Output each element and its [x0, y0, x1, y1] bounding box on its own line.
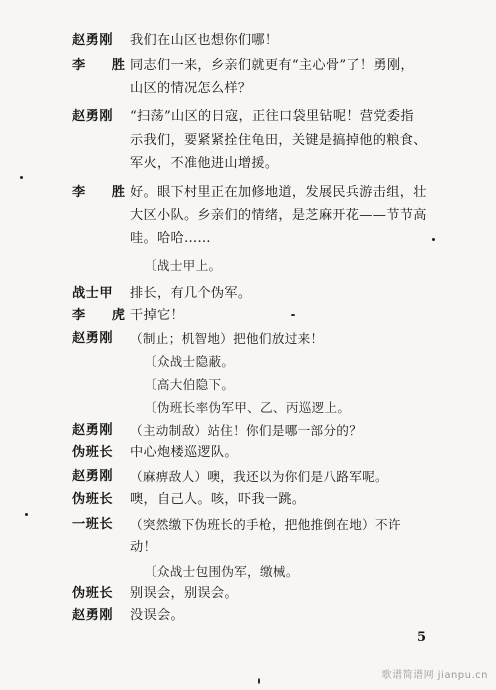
script-line: [72, 182, 472, 204]
speaker-label: 伪班长: [72, 586, 114, 601]
dialogue-text: 大区小队。乡亲们的情绪，是芝麻开花——节节高: [130, 208, 427, 223]
script-line: [72, 130, 472, 152]
script-line: [72, 228, 472, 250]
dialogue-text: 好。眼下村里正在加修地道，发展民兵游击组，壮: [130, 185, 427, 200]
speaker-label: 赵勇刚: [72, 469, 114, 484]
dialogue-text: 排长，有几个伪军。: [130, 286, 252, 301]
speaker-label: 伪班长: [72, 445, 114, 460]
dialogue-text: （麻痹敌人）噢，我还以为你们是八路军呢。: [130, 469, 388, 484]
dialogue-text: 别误会，别误会。: [130, 586, 238, 601]
page-number: 5: [417, 630, 427, 645]
dialogue-text: 干掉它！: [130, 308, 184, 323]
script-line: [72, 605, 472, 627]
speaker-label: 一班长: [72, 517, 114, 532]
stage-direction: [72, 351, 472, 373]
dialogue-text: （突然缴下伪班长的手枪，把他推倒在地）不许: [130, 517, 401, 532]
dialogue-text: 同志们一来，乡亲们就更有“主心骨”了！勇刚，: [130, 58, 414, 73]
speaker-label: 赵勇刚: [72, 109, 114, 124]
scan-speck: [432, 238, 435, 241]
speaker-label: 赵勇刚: [72, 33, 114, 48]
stage-direction-text: 〔高大伯隐下。: [144, 377, 235, 392]
stage-direction-text: 〔众战士隐蔽。: [144, 354, 235, 369]
speaker-label: 李 胜: [72, 58, 136, 73]
scan-speck: [25, 513, 28, 516]
script-line: [72, 153, 472, 175]
dialogue-text: （制止；机智地）把他们放过来！: [130, 331, 324, 346]
stage-direction: [72, 255, 472, 277]
dialogue-text: 动！: [130, 540, 157, 555]
dialogue-text: 示我们，要紧紧拴住龟田，关键是搞掉他的粮食、: [130, 133, 427, 148]
dialogue-text: （主动制敌）站住！你们是哪一部分的？: [130, 423, 363, 438]
script-line: [72, 305, 472, 327]
speaker-label: 李 虎: [72, 308, 136, 323]
dialogue-text: “扫荡”山区的日寇，正往口袋里钻呢！营党委指: [130, 109, 414, 124]
script-line: [72, 442, 472, 464]
script-line: [72, 78, 472, 100]
speaker-label: 战士甲: [72, 286, 114, 301]
script-line: [72, 514, 472, 536]
dialogue-text: 军火，不准他进山增援。: [130, 156, 279, 171]
speaker-label: 赵勇刚: [72, 331, 114, 346]
stage-direction: [72, 397, 472, 419]
scan-speck: [20, 176, 23, 179]
scan-speck: [291, 314, 295, 316]
dialogue-text: 没误会。: [130, 608, 184, 623]
script-line: [72, 328, 472, 350]
watermark: 歌谱简谱网 jianpu.cn: [381, 670, 488, 681]
dialogue-text: 噢，自己人。咳，吓我一跳。: [130, 492, 306, 507]
script-line: [72, 30, 472, 52]
stage-direction-text: 〔众战士包围伪军，缴械。: [144, 564, 299, 579]
script-line: [72, 489, 472, 511]
script-line: [72, 583, 472, 605]
script-line: [72, 106, 472, 128]
script-line: [72, 466, 472, 488]
script-line: [72, 283, 472, 305]
script-line: [72, 420, 472, 442]
speaker-label: 赵勇刚: [72, 608, 114, 623]
script-line: [72, 537, 472, 559]
scan-speck: [258, 678, 260, 684]
script-line: [72, 205, 472, 227]
speaker-label: 伪班长: [72, 492, 114, 507]
dialogue-text: 中心炮楼巡逻队。: [130, 445, 238, 460]
dialogue-text: 我们在山区也想你们哪！: [130, 33, 279, 48]
stage-direction-text: 〔伪班长率伪军甲、乙、丙巡逻上。: [144, 400, 351, 415]
dialogue-text: 哇。哈哈……: [130, 231, 211, 246]
dialogue-text: 山区的情况怎么样？: [130, 81, 252, 96]
script-line: [72, 55, 472, 77]
stage-direction: [72, 374, 472, 396]
stage-direction: [72, 561, 472, 583]
speaker-label: 赵勇刚: [72, 423, 114, 438]
stage-direction-text: 〔战士甲上。: [144, 258, 222, 273]
speaker-label: 李 胜: [72, 185, 136, 200]
